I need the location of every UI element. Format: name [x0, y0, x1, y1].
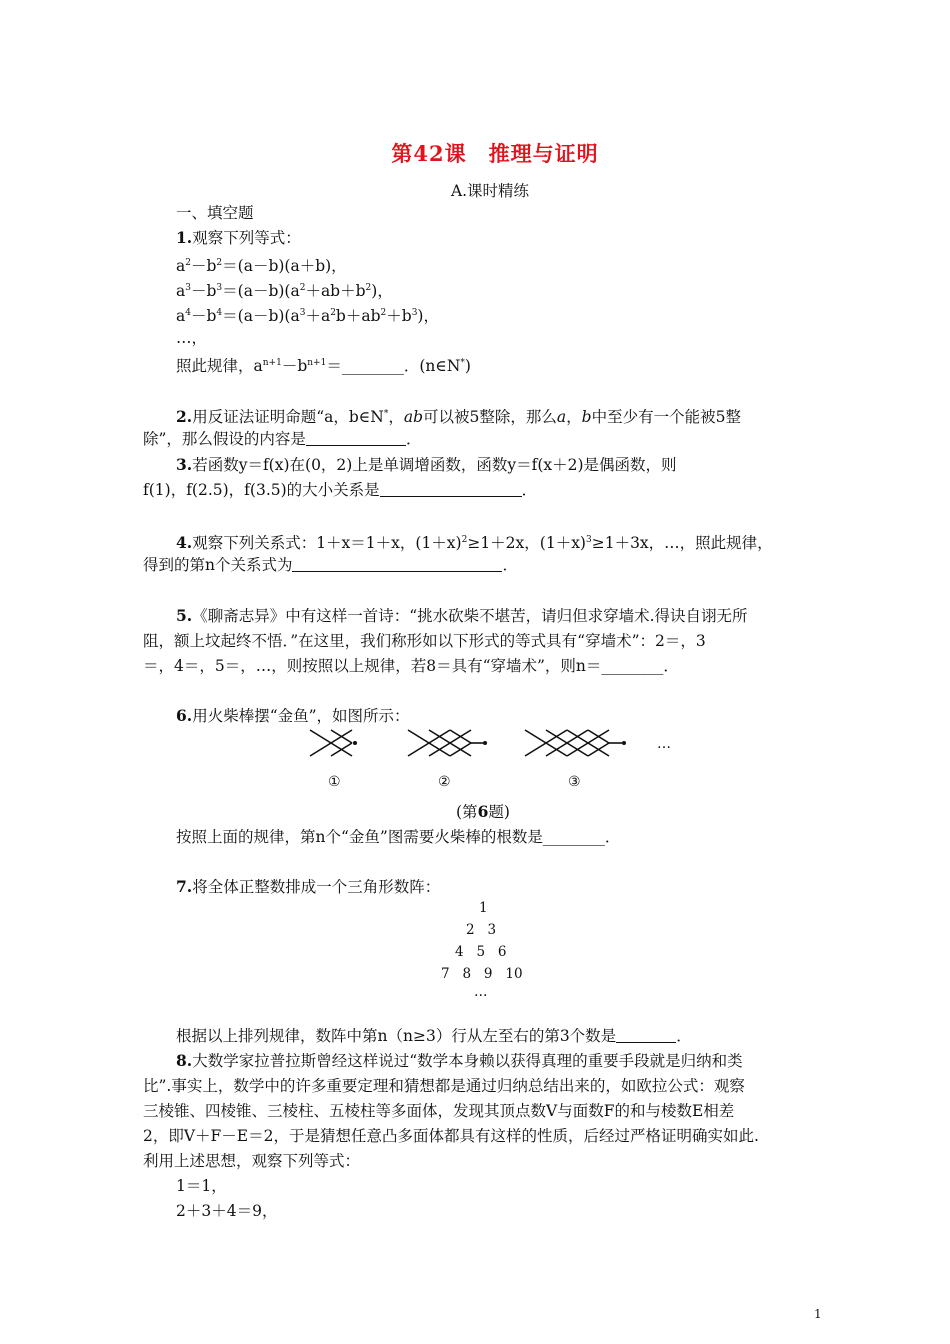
page-number: 1: [814, 1307, 822, 1321]
q3-line1: 3.若函数y＝f(x)在(0，2)上是单调增函数，函数y＝f(x＋2)是偶函数，则: [176, 455, 677, 474]
q1-stem: 1.观察下列等式：: [176, 228, 301, 247]
q1-rule: 照此规律，$a^{n+1}-b^{n+1}=\_\_\_\_\_\_\_\_$．(n∈N*): [176, 357, 471, 375]
figure-label-2: ②: [438, 774, 451, 790]
goldfish-1: [310, 730, 352, 756]
figure-ellipsis: …: [657, 736, 671, 752]
q8-line1: 8.大数学家拉普拉斯曾经这样说过“数学本身赖以获得真理的重要手段就是归纳和类: [176, 1051, 743, 1070]
figure-label-3: ③: [568, 774, 581, 790]
goldfish-matchstick-figure: [300, 716, 700, 796]
q8-line4: 2，即V＋F－E＝2，于是猜想任意凸多面体都具有这样的性质，后经过严格证明确实如此.: [143, 1127, 759, 1145]
q2-line1: 2.用反证法证明命题“a，b∈N*，ab可以被5整除，那么a，b中至少有一个能被5整: [176, 407, 741, 426]
q8-eq1: 1＝1，: [176, 1177, 227, 1195]
q1-dots: …，: [176, 329, 208, 347]
q1-eq1: $a^2-b^2=(a-b)(a+b)$，: [176, 257, 347, 275]
array-row-4: 7 8 9 10: [441, 966, 523, 982]
q1-eq2: $a^3-b^3=(a-b)(a^2+ab+b^2)$，: [176, 282, 393, 300]
array-row-ellipsis: …: [474, 984, 488, 1000]
q3-line2: f(1)，f(2.5)，f(3.5)的大小关系是 ．: [143, 481, 538, 499]
q2-line2: 除”，那么假设的内容是 ．: [143, 430, 422, 448]
q5-line2: 阻，额上坟起终不悟．”在这里，我们称形如以下形式的等式具有“穿墙术”：2＝，3: [143, 632, 706, 650]
q8-line2: 比”.事实上，数学中的许多重要定理和猜想都是通过归纳总结出来的，如欧拉公式：观察: [143, 1077, 745, 1095]
answer-blank[interactable]: [292, 557, 502, 572]
q4-line2: 得到的第n个关系式为 ．: [143, 556, 518, 574]
figure-caption: (第6题): [456, 802, 510, 821]
q8-line3: 三棱锥、四棱锥、三棱柱、五棱柱等多面体，发现其顶点数V与面数F的和与棱数E相差: [143, 1102, 735, 1120]
answer-blank[interactable]: [306, 431, 406, 446]
answer-blank[interactable]: [616, 1028, 676, 1043]
q5-line1: 5.《聊斋志异》中有这样一首诗：“挑水砍柴不堪苦，请归但求穿墙术.得诀自诩无所: [176, 606, 748, 625]
figure-label-1: ①: [328, 774, 341, 790]
q4-line1: 4.观察下列关系式：1＋x＝1＋x，$(1+x)^2\ge 1+2x$，$(1+x)^3\ge 1+3x$，…，照此规律，: [176, 533, 773, 552]
array-row-1: 1: [479, 900, 488, 916]
q6-stem: 6.用火柴棒摆“金鱼”，如图所示：: [176, 706, 410, 725]
array-row-2: 2 3: [466, 922, 497, 938]
q8-line5: 利用上述思想，观察下列等式：: [143, 1152, 361, 1170]
q7-stem: 7.将全体正整数排成一个三角形数阵：: [176, 877, 441, 896]
q6-question: 按照上面的规律，第n个“金鱼”图需要火柴棒的根数是________．: [176, 828, 621, 846]
page-title: 第42课 推理与证明: [391, 141, 599, 166]
goldfish-3: [525, 730, 622, 756]
section-heading: 一、填空题: [176, 204, 254, 222]
goldfish-2: [408, 730, 483, 756]
q8-eq2: 2＋3＋4＝9，: [176, 1202, 278, 1220]
q7-question: 根据以上排列规律，数阵中第n（n≥3）行从左至右的第3个数是 ．: [176, 1027, 692, 1045]
triangular-number-array: [430, 896, 540, 1006]
array-row-3: 4 5 6: [455, 944, 507, 960]
q1-eq3: $a^4-b^4=(a-b)(a^3+a^2b+ab^2+b^3)$，: [176, 307, 439, 325]
q5-line3: ＝，4＝，5＝，…，则按照以上规律，若8＝具有“穿墙术”，则n＝________．: [143, 657, 679, 675]
answer-blank[interactable]: [380, 482, 522, 497]
page-subtitle: A.课时精练: [450, 182, 530, 200]
